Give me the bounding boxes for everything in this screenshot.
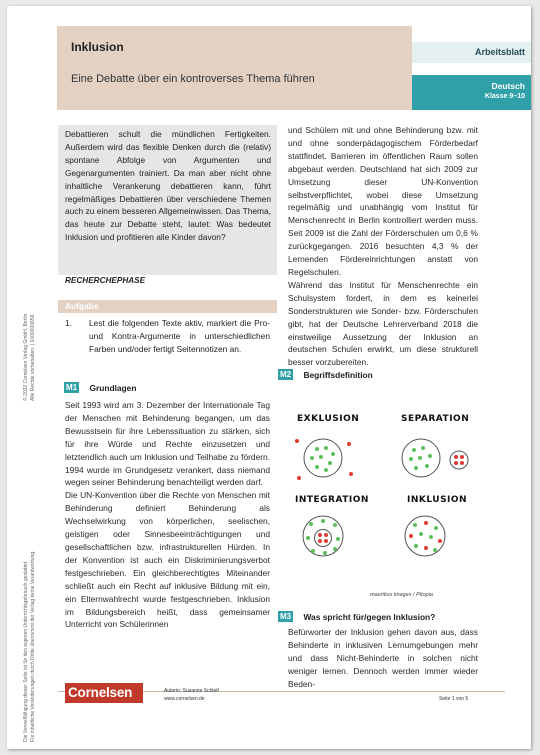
paragraph: Befürworter der Inklusion gehen davon aus, dass Behinderte in inklusiven Lernumgebungen mehr und dass Nicht-Behinderte in solchen nicht weniger lernen. Dennoch werden immer wieder Beden- bbox=[288, 627, 478, 689]
grade-label: Klasse 9–10 bbox=[484, 93, 525, 100]
task-text: Lest die folgenden Texte aktiv, markiert die Pro- und Kontra-Argumente in unterschiedlichen Farben und/oder fertigt Seitennotizen an. bbox=[89, 318, 270, 355]
green-dot bbox=[333, 523, 337, 527]
green-dot bbox=[429, 535, 433, 539]
separation-figure bbox=[402, 439, 468, 477]
integration-inner-ring bbox=[315, 530, 332, 547]
red-dot bbox=[318, 533, 322, 537]
header-band bbox=[57, 26, 412, 110]
m1-title: Grundlagen bbox=[89, 383, 137, 393]
red-dot bbox=[424, 521, 428, 525]
m3-text bbox=[288, 626, 478, 691]
green-dot bbox=[324, 446, 328, 450]
footer-url[interactable]: www.cornelsen.de bbox=[164, 696, 205, 702]
red-dot bbox=[409, 534, 413, 538]
red-dot bbox=[460, 455, 464, 459]
footer-author: Autorin: Susanne Schleif bbox=[164, 688, 219, 694]
image-credit: mauritius images / Pitopia bbox=[370, 592, 433, 598]
red-dot bbox=[318, 539, 322, 543]
green-dot bbox=[321, 519, 325, 523]
page-subtitle: Eine Debatte über ein kontroverses Thema führen bbox=[71, 73, 315, 85]
green-dot bbox=[421, 446, 425, 450]
green-dot bbox=[328, 461, 332, 465]
red-dot bbox=[347, 442, 351, 446]
m3-badge: M3 bbox=[280, 612, 292, 621]
green-dot bbox=[306, 536, 310, 540]
label-integration: INTEGRATION bbox=[295, 495, 369, 505]
paragraph: Während das Institut für Menschenrechte ein Schulsystem fordert, in dem es keinerlei Sonderstrukturen wie Sonder- bzw. Förderschulen gibt, hat der Deutsche Lehrerverband 2018 die einstweilige Aussetzung der Inklusion an deutschen Schulen erwirkt, um diese strukturell besser vorzubereiten. bbox=[288, 279, 478, 368]
green-dot bbox=[310, 456, 314, 460]
green-dot bbox=[315, 447, 319, 451]
red-dot bbox=[454, 461, 458, 465]
green-dot bbox=[309, 522, 313, 526]
green-dot bbox=[433, 548, 437, 552]
m2-heading bbox=[278, 369, 373, 380]
green-dot bbox=[315, 465, 319, 469]
green-dot bbox=[413, 523, 417, 527]
red-dot bbox=[454, 455, 458, 459]
copyright-line: Alle Rechte vorbehalten. | 1000000656 bbox=[29, 314, 36, 401]
exklusion-figure bbox=[295, 439, 353, 480]
label-separation: SEPARATION bbox=[401, 414, 470, 424]
green-dot bbox=[311, 549, 315, 553]
m2-title: Begriffsdefinition bbox=[303, 370, 373, 380]
red-dot bbox=[424, 546, 428, 550]
aufgabe-label: Aufgabe bbox=[65, 301, 99, 311]
green-dot bbox=[324, 468, 328, 472]
inclusion-diagram bbox=[279, 386, 479, 596]
m1-heading bbox=[64, 382, 136, 393]
inklusion-figure bbox=[405, 516, 445, 556]
exklusion-ring bbox=[304, 439, 342, 477]
green-dot bbox=[331, 452, 335, 456]
red-dot bbox=[324, 533, 328, 537]
usage-line: Für inhaltliche Veränderungen durch Dritte übernimmt der Verlag keine Verantwortung. bbox=[29, 550, 36, 742]
aufgabe-bar bbox=[58, 300, 277, 313]
worksheet-page bbox=[7, 6, 531, 749]
paragraph: Die UN-Konvention über die Rechte von Menschen mit Behinderung definiert Behinderung als Wechselwirkung von körperlichen, seelischen, geistigen oder Sinnesbeeinträchtigungen und gesellschaftlichen bzw. infrastrukturellen Hürden. In der Konvention ist auch ein Diskriminierungsverbot festgeschrieben. Ein gleichberechtigtes Miteinander schließt auch ein Recht auf inklusive Bildung mit ein, ein Elternwahlrecht wurde festgeschrieben. Inklusion im Bildungsbereich heißt, dass gemeinsamer Unterricht von Schülerinnen bbox=[65, 490, 270, 630]
label-exklusion: EXKLUSION bbox=[297, 414, 360, 424]
label-inklusion: INKLUSION bbox=[407, 495, 468, 505]
green-dot bbox=[418, 456, 422, 460]
red-dot bbox=[438, 539, 442, 543]
m2-badge: M2 bbox=[280, 370, 292, 379]
task-item bbox=[65, 317, 270, 357]
m1-text-right bbox=[288, 124, 478, 369]
red-dot bbox=[460, 461, 464, 465]
green-dot bbox=[319, 455, 323, 459]
red-dot bbox=[295, 439, 299, 443]
intro-box: Debattieren schult die mündlichen Fertigkeiten. Außerdem wird das flexible Denken durch die (relativ) spontane Abfolge von Argumenten und Gegenargumenten trainiert. Da man aber nicht ohne inhaltliche Verankerung debattieren kann, führt regelmäßiges Debattieren über verschiedene Themen auch zu einem besseren Allgemeinwissen. Das Thema, das heute zur Debatte steht, lautet: Was bedeutet Inklusion und profitieren alle Kinder davon? bbox=[58, 125, 277, 275]
red-dot bbox=[349, 472, 353, 476]
paragraph: Seit 1993 wird am 3. Dezember der Internationale Tag der Menschen mit Behinderung begangen, um das Bewusstsein für ihre Lebenssituation zu stärken, sich für ihre Würde und Rechte einzusetzen und letztendlich auch um Inklusion und Teilhabe zu fördern. 1994 wurde im Grundgesetz verankert, dass niemand wegen seiner Behinderung benachteiligt werden darf. bbox=[65, 400, 270, 488]
green-dot bbox=[419, 532, 423, 536]
cornelsen-logo: Cornelsen bbox=[65, 683, 143, 703]
green-dot bbox=[414, 544, 418, 548]
paragraph: und Schülern mit und ohne Behinderung bzw. mit und ohne sonderpädagogischem Förderbedarf stattfindet. Barrieren im öffentlichen Raum sollen abgebaut werden. Deutschland hat sich 2009 zur Umsetzung dieser UN-Konvention selbstverpflichtet, wobei diese Umsetzung regelmäßig und unabhängig vom Institut für Menschenrecht in Berlin kontrolliert werden muss. Seit 2009 ist die Zahl der Förderschulen um 0,6 % zurückgegangen. 2016 besuchten 4,3 % der Lernenden Fördereinrichtungen anstatt von Regelschulen. bbox=[288, 125, 478, 277]
m3-title: Was spricht für/gegen Inklusion? bbox=[303, 612, 436, 622]
page-number: Seite 1 von 5 bbox=[439, 696, 469, 702]
m3-heading bbox=[278, 611, 435, 622]
page-title: Inklusion bbox=[71, 40, 124, 54]
usage-note bbox=[23, 551, 36, 743]
green-dot bbox=[409, 457, 413, 461]
m1-badge: M1 bbox=[66, 383, 78, 392]
green-dot bbox=[425, 464, 429, 468]
green-dot bbox=[336, 537, 340, 541]
green-dot bbox=[323, 551, 327, 555]
separation-small-ring bbox=[450, 451, 468, 469]
green-dot bbox=[333, 547, 337, 551]
subject-tag bbox=[412, 75, 531, 110]
task-number: 1. bbox=[65, 318, 72, 328]
usage-line: Die Vervielfältigung dieser Seite ist für den eigenen Unterrichtsgebrauch gestattet. bbox=[23, 560, 29, 742]
copyright-note bbox=[23, 314, 36, 401]
subject-label: Deutsch bbox=[491, 81, 525, 91]
red-dot bbox=[324, 539, 328, 543]
m1-text-left bbox=[65, 399, 270, 631]
green-dot bbox=[434, 526, 438, 530]
integration-figure bbox=[303, 516, 343, 556]
phase-heading: RECHERCHEPHASE bbox=[65, 276, 146, 285]
red-dot bbox=[297, 476, 301, 480]
diagram-svg bbox=[279, 386, 479, 596]
green-dot bbox=[428, 454, 432, 458]
doc-type-tag: Arbeitsblatt bbox=[412, 42, 531, 63]
copyright-line: © 2022 Cornelsen Verlag GmbH, Berlin bbox=[23, 313, 29, 401]
green-dot bbox=[414, 466, 418, 470]
green-dot bbox=[412, 448, 416, 452]
